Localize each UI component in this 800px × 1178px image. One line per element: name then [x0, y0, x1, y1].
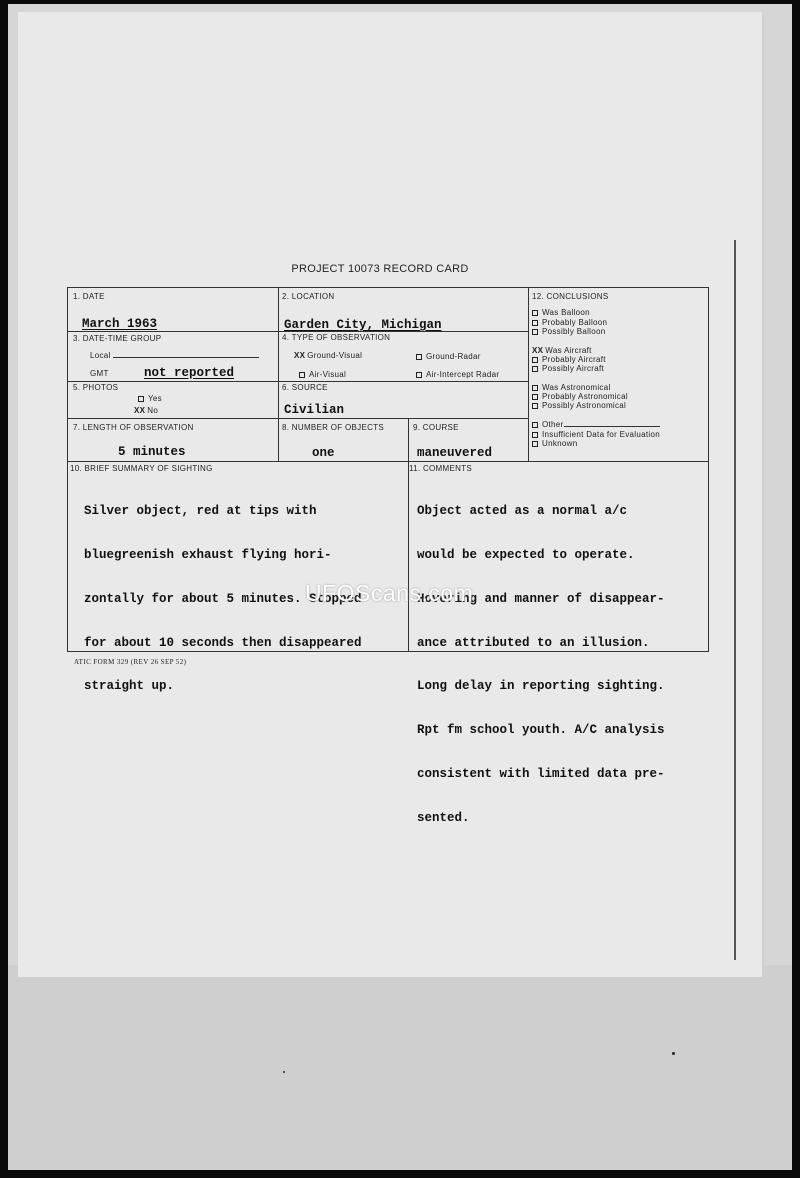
comment-line: Object acted as a normal a/c	[417, 504, 628, 519]
checkbox-icon	[532, 394, 538, 400]
checkbox-icon	[416, 372, 422, 378]
summary-line: Silver object, red at tips with	[84, 504, 317, 519]
scan-speck	[672, 1052, 675, 1055]
checkbox-icon	[532, 366, 538, 372]
paper-edge-line	[734, 240, 736, 960]
summary-line: zontally for about 5 minutes. Stopped	[84, 591, 362, 606]
conclusion-probably-balloon: Probably Balloon	[532, 318, 607, 327]
photos-yes: Yes	[138, 394, 162, 403]
objects-value: one	[312, 446, 335, 460]
type-air-intercept: Air-Intercept Radar	[416, 370, 499, 379]
rule-col-c	[408, 418, 409, 652]
lower-sheet	[8, 965, 792, 1170]
checkbox-icon	[532, 441, 538, 447]
rule-col-a	[278, 288, 279, 461]
dtg-label: 3. DATE-TIME GROUP	[73, 334, 162, 343]
course-label: 9. COURSE	[413, 423, 459, 432]
conclusion-insufficient: Insufficient Data for Evaluation	[532, 430, 660, 439]
checkbox-icon	[532, 357, 538, 363]
local-blank-line	[113, 357, 259, 358]
conclusion-possibly-aircraft: Possibly Aircraft	[532, 364, 604, 373]
gmt-value: not reported	[144, 366, 235, 380]
checkbox-icon	[532, 422, 538, 428]
conclusion-other: Other	[532, 420, 660, 429]
photos-label: 5. PHOTOS	[73, 383, 119, 392]
conclusion-unknown: Unknown	[532, 439, 577, 448]
checkbox-icon	[299, 372, 305, 378]
comments-text	[417, 475, 665, 854]
scan-speck	[283, 1071, 285, 1073]
rule-col-b	[528, 288, 529, 461]
type-ground-radar: Ground-Radar	[416, 352, 481, 361]
local-field: Local	[90, 351, 259, 360]
rule-row2	[68, 381, 528, 382]
form-footer: ATIC FORM 329 (REV 26 SEP 52)	[74, 658, 187, 666]
conclusion-possibly-astronomical: Possibly Astronomical	[532, 401, 626, 410]
comment-line: sented.	[417, 810, 470, 825]
location-value: Garden City, Michigan	[284, 318, 442, 332]
date-value: March 1963	[82, 317, 158, 331]
type-air-visual: Air-Visual	[299, 370, 346, 379]
checkbox-icon	[532, 432, 538, 438]
checkbox-icon	[532, 320, 538, 326]
watermark: UFOScans.com	[305, 580, 474, 606]
card-title: PROJECT 10073 RECORD CARD	[291, 263, 469, 275]
course-value: maneuvered	[417, 446, 493, 460]
conclusion-possibly-balloon: Possibly Balloon	[532, 327, 606, 336]
length-value: 5 minutes	[118, 445, 186, 459]
checkbox-icon	[532, 329, 538, 335]
checkbox-icon	[532, 403, 538, 409]
objects-label: 8. NUMBER OF OBJECTS	[282, 423, 385, 432]
source-value: Civilian	[284, 403, 345, 417]
summary-line: bluegreenish exhaust flying hori-	[84, 547, 332, 562]
comment-line: Rpt fm school youth. A/C analysis	[417, 723, 665, 738]
length-label: 7. LENGTH OF OBSERVATION	[73, 423, 194, 432]
comment-line: consistent with limited data pre-	[417, 766, 665, 781]
typed-check-mark: XX	[294, 351, 306, 360]
checkbox-icon	[532, 310, 538, 316]
comment-line: Long delay in reporting sighting.	[417, 679, 665, 694]
conclusion-probably-aircraft: Probably Aircraft	[532, 355, 606, 364]
comment-line: Hovering and manner of disappear-	[417, 591, 665, 606]
gmt-label: GMT	[90, 369, 109, 378]
type-ground-visual: XX Ground-Visual	[294, 351, 363, 360]
summary-line: for about 10 seconds then disappeared	[84, 635, 362, 650]
comment-line: would be expected to operate.	[417, 547, 635, 562]
rule-row3	[68, 418, 528, 419]
checkbox-icon	[532, 385, 538, 391]
summary-line: straight up.	[84, 679, 175, 694]
checkbox-icon	[138, 396, 144, 402]
rule-row4	[68, 461, 708, 462]
conclusions-label: 12. CONCLUSIONS	[532, 292, 609, 301]
checkbox-icon	[416, 354, 422, 360]
photos-no: XX No	[134, 406, 159, 415]
type-label: 4. TYPE OF OBSERVATION	[282, 333, 391, 342]
date-label: 1. DATE	[73, 292, 105, 301]
conclusion-was-balloon: Was Balloon	[532, 308, 590, 317]
summary-label: 10. BRIEF SUMMARY OF SIGHTING	[70, 464, 213, 473]
conclusion-was-astronomical: Was Astronomical	[532, 383, 611, 392]
typed-check-mark: XX	[532, 346, 544, 355]
typed-check-mark: XX	[134, 406, 146, 415]
comments-label: 11. COMMENTS	[409, 464, 473, 473]
other-blank-line	[564, 426, 660, 427]
comment-line: ance attributed to an illusion.	[417, 635, 650, 650]
source-label: 6. SOURCE	[282, 383, 328, 392]
conclusion-was-aircraft: XX Was Aircraft	[532, 346, 592, 355]
location-label: 2. LOCATION	[282, 292, 335, 301]
conclusion-probably-astronomical: Probably Astronomical	[532, 392, 628, 401]
